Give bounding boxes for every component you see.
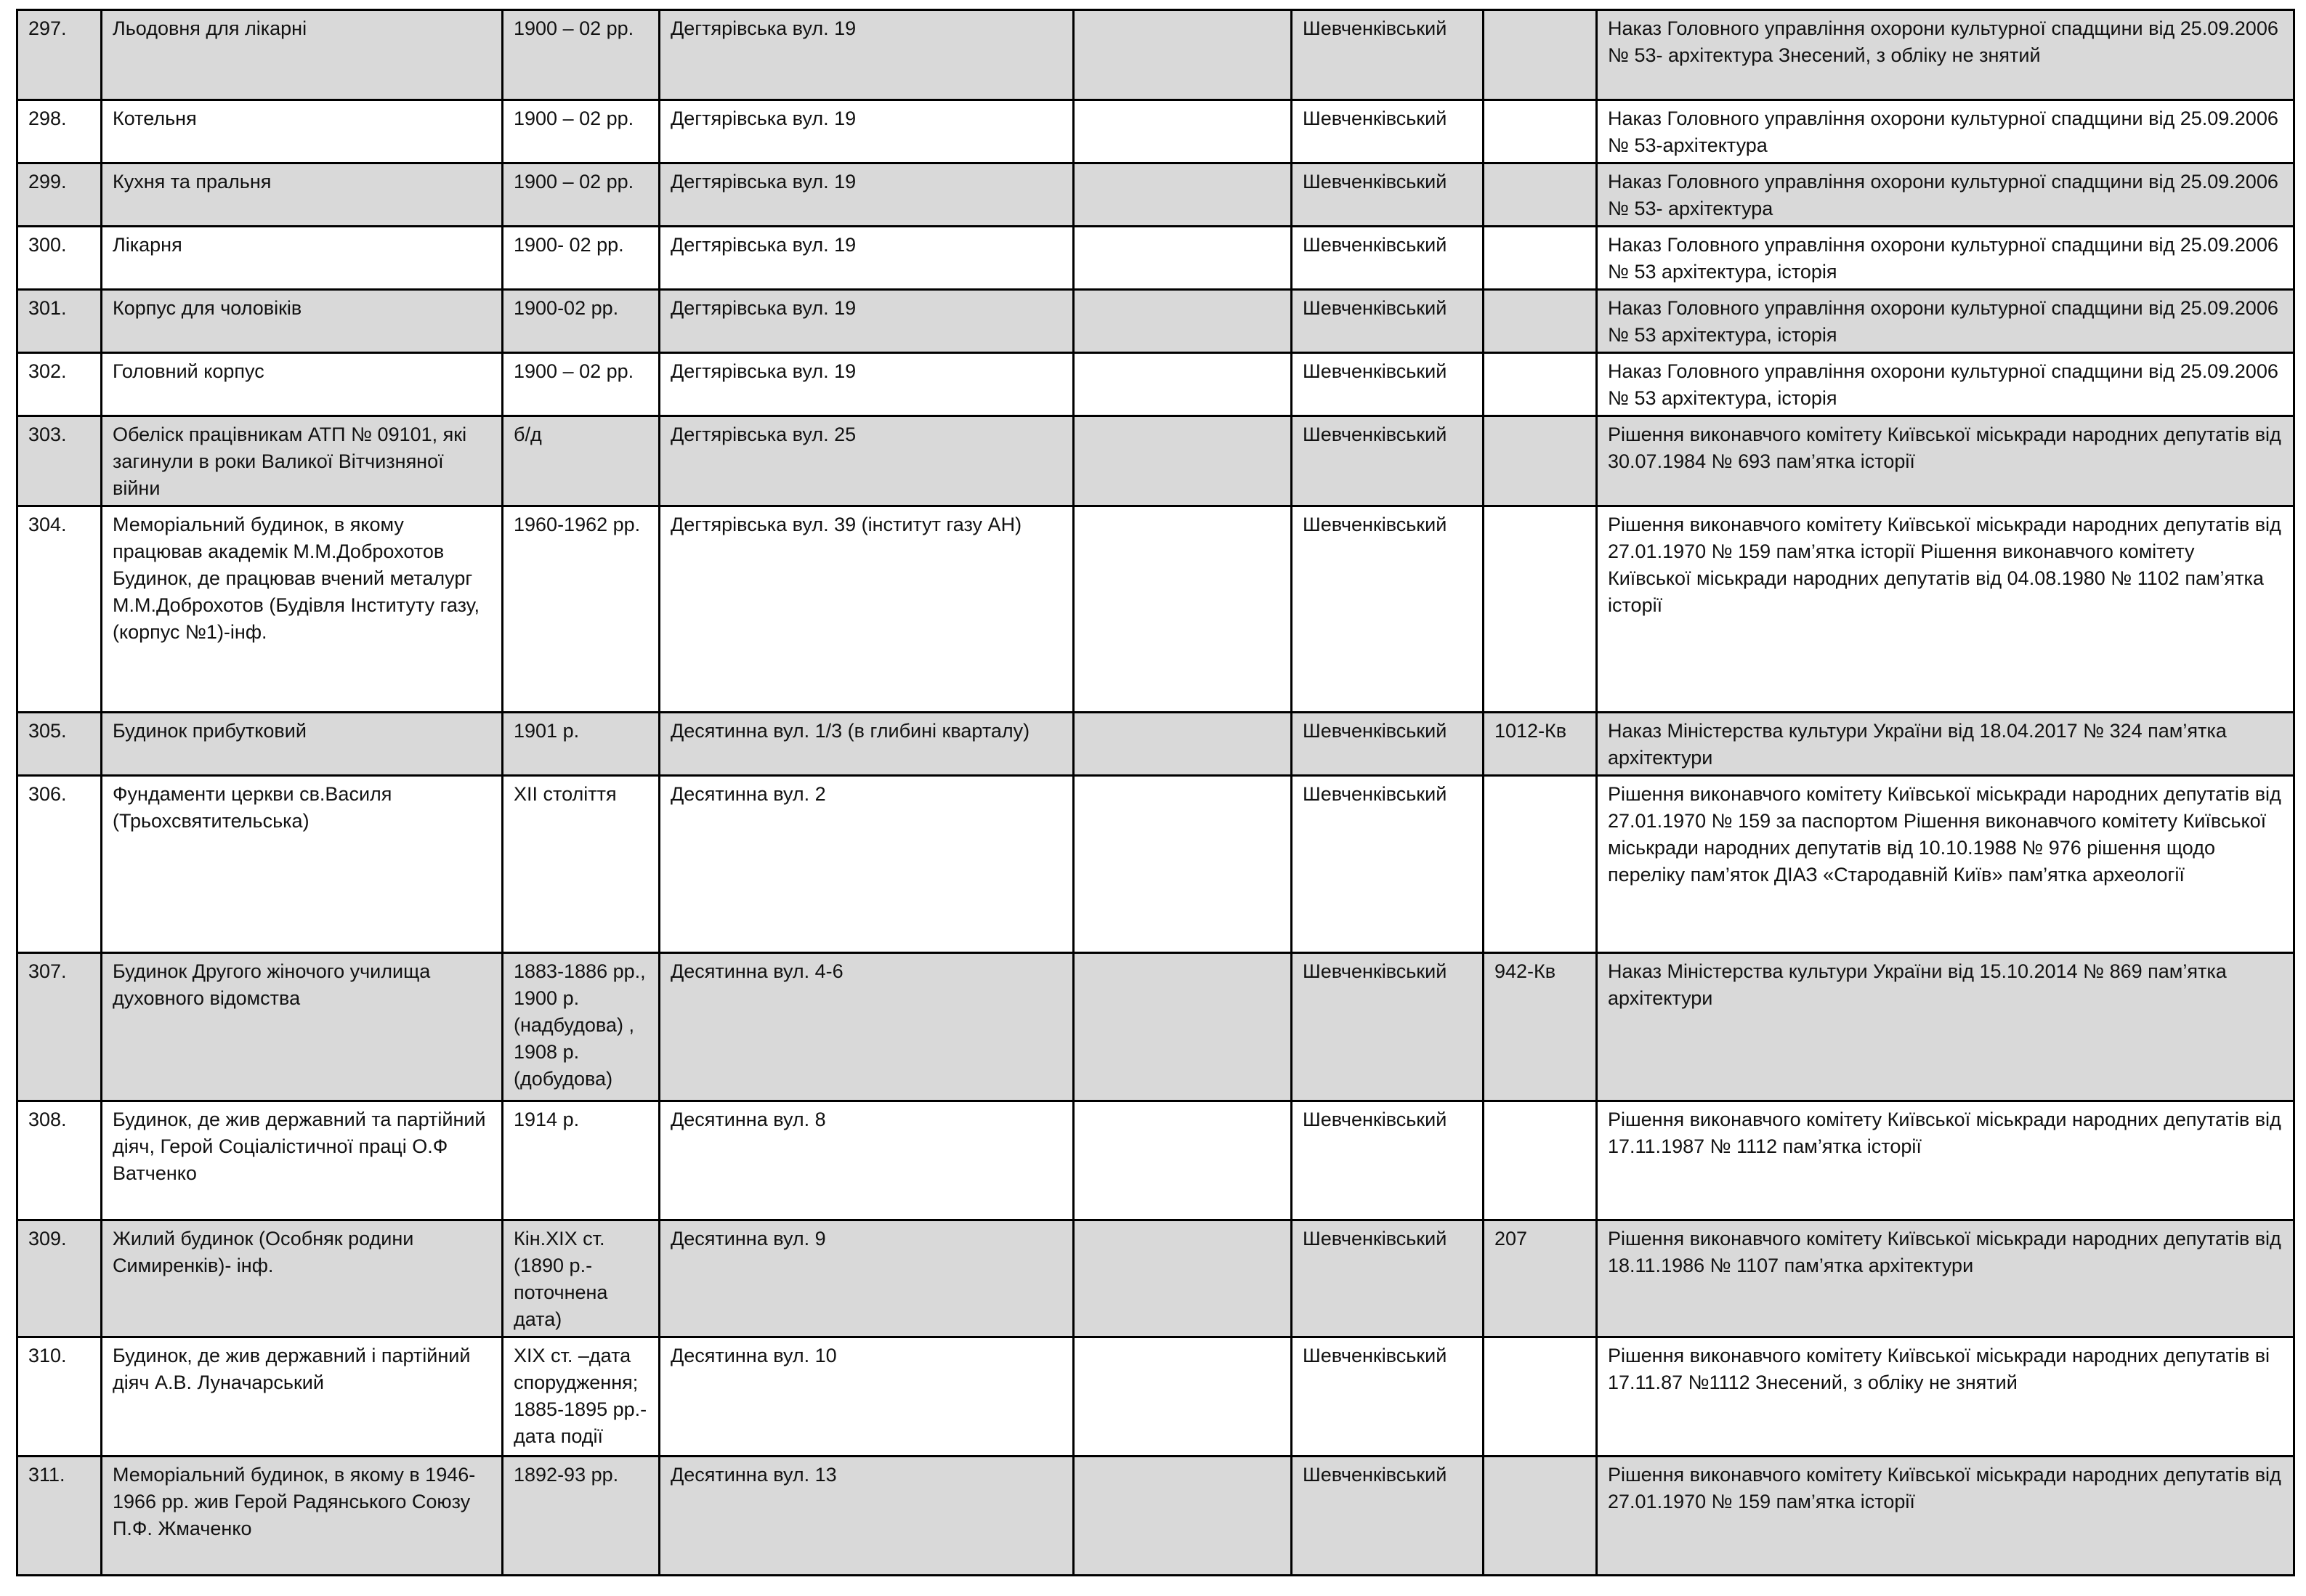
legal-document-cell: Рішення виконавчого комітету Київської міськради народних депутатів від 27.01.1970 № 159 за паспортом Рішення виконавчого комітету Київської міськради народних депутатів від 10.10.1988 № 976 рішення щодо переліку пам’яток ДІАЗ «Стародавній Київ» пам’ятка археології [1597,776,2294,953]
legal-document-cell: Рішення виконавчого комітету Київської міськради народних депутатів від 18.11.1986 № 1107 пам’ятка архітектури [1597,1220,2294,1337]
row-number-cell: 299. [17,163,102,227]
table-row [17,100,2294,163]
district-cell: Шевченківський [1292,10,1484,100]
extra-cell [1074,953,1292,1101]
date-cell: 1900 – 02 рр. [503,10,660,100]
row-number-cell: 301. [17,290,102,353]
district-cell: Шевченківський [1292,163,1484,227]
district-cell: Шевченківський [1292,776,1484,953]
district-cell: Шевченківський [1292,290,1484,353]
date-cell: 1900 – 02 рр. [503,100,660,163]
extra-cell [1074,506,1292,713]
address-cell: Дегтярівська вул. 19 [660,100,1074,163]
extra-cell [1074,353,1292,416]
legal-document-cell: Наказ Головного управління охорони культурної спадщини від 25.09.2006 № 53- архітектура [1597,163,2294,227]
registry-code-cell [1484,1337,1597,1457]
district-cell: Шевченківський [1292,713,1484,776]
legal-document-cell: Рішення виконавчого комітету Київської міськради народних депутатів від 27.01.1970 № 159 пам’ятка історії Рішення виконавчого комітету Київської міськради народних депутатів від 04.08.1980 № 1102 пам’ятка історії [1597,506,2294,713]
registry-code-cell: 207 [1484,1220,1597,1337]
table-row [17,227,2294,290]
address-cell: Дегтярівська вул. 39 (інститут газу АН) [660,506,1074,713]
row-number-cell: 308. [17,1101,102,1220]
table-row [17,10,2294,100]
district-cell: Шевченківський [1292,416,1484,506]
date-cell: XIX ст. –дата спорудження; 1885-1895 рр.- дата події [503,1337,660,1457]
table-row [17,1457,2294,1576]
district-cell: Шевченківський [1292,1337,1484,1457]
address-cell: Десятинна вул. 8 [660,1101,1074,1220]
registry-code-cell [1484,163,1597,227]
registry-code-cell: 1012-Кв [1484,713,1597,776]
table-row [17,506,2294,713]
extra-cell [1074,1220,1292,1337]
date-cell: 1883-1886 рр., 1900 р.(надбудова) , 1908 р.(добудова) [503,953,660,1101]
district-cell: Шевченківський [1292,953,1484,1101]
registry-code-cell [1484,506,1597,713]
extra-cell [1074,416,1292,506]
date-cell: 1900-02 рр. [503,290,660,353]
registry-code-cell [1484,416,1597,506]
row-number-cell: 310. [17,1337,102,1457]
table-row [17,953,2294,1101]
table-row [17,163,2294,227]
district-cell: Шевченківський [1292,506,1484,713]
date-cell: XII століття [503,776,660,953]
table-row [17,1337,2294,1457]
legal-document-cell: Наказ Головного управління охорони культурної спадщини від 25.09.2006 № 53 архітектура, історія [1597,353,2294,416]
extra-cell [1074,1457,1292,1576]
date-cell: 1901 р. [503,713,660,776]
legal-document-cell: Рішення виконавчого комітету Київської міськради народних депутатів ві 17.11.87 №1112 Знесений, з обліку не знятий [1597,1337,2294,1457]
object-name-cell: Будинок, де жив державний та партійний діяч, Герой Соціалістичної праці О.Ф Ватченко [102,1101,503,1220]
district-cell: Шевченківський [1292,1101,1484,1220]
table-row [17,776,2294,953]
legal-document-cell: Наказ Головного управління охорони культурної спадщини від 25.09.2006 № 53-архітектура [1597,100,2294,163]
row-number-cell: 309. [17,1220,102,1337]
legal-document-cell: Рішення виконавчого комітету Київської міськради народних депутатів від 17.11.1987 № 1112 пам’ятка історії [1597,1101,2294,1220]
row-number-cell: 307. [17,953,102,1101]
date-cell: 1892-93 рр. [503,1457,660,1576]
row-number-cell: 300. [17,227,102,290]
row-number-cell: 305. [17,713,102,776]
date-cell: 1914 р. [503,1101,660,1220]
legal-document-cell: Наказ Головного управління охорони культурної спадщини від 25.09.2006 № 53 архітектура, історія [1597,290,2294,353]
address-cell: Десятинна вул. 1/3 (в глибині кварталу) [660,713,1074,776]
table-row [17,1220,2294,1337]
object-name-cell: Льодовня для лікарні [102,10,503,100]
registry-code-cell [1484,227,1597,290]
address-cell: Дегтярівська вул. 25 [660,416,1074,506]
extra-cell [1074,290,1292,353]
extra-cell [1074,713,1292,776]
registry-code-cell [1484,776,1597,953]
object-name-cell: Жилий будинок (Особняк родини Симиренків)- інф. [102,1220,503,1337]
extra-cell [1074,1337,1292,1457]
monuments-table [16,9,2295,1576]
address-cell: Десятинна вул. 10 [660,1337,1074,1457]
registry-code-cell [1484,1101,1597,1220]
legal-document-cell: Наказ Головного управління охорони культурної спадщини від 25.09.2006 № 53- архітектура Знесений, з обліку не знятий [1597,10,2294,100]
registry-code-cell [1484,100,1597,163]
row-number-cell: 311. [17,1457,102,1576]
registry-code-cell [1484,290,1597,353]
address-cell: Дегтярівська вул. 19 [660,353,1074,416]
row-number-cell: 304. [17,506,102,713]
registry-code-cell [1484,353,1597,416]
object-name-cell: Корпус для чоловіків [102,290,503,353]
object-name-cell: Будинок, де жив державний і партійний діяч А.В. Луначарський [102,1337,503,1457]
monuments-table-container [16,9,2293,1576]
date-cell: 1900 – 02 рр. [503,163,660,227]
address-cell: Дегтярівська вул. 19 [660,227,1074,290]
extra-cell [1074,10,1292,100]
extra-cell [1074,1101,1292,1220]
object-name-cell: Головний корпус [102,353,503,416]
date-cell: 1900- 02 рр. [503,227,660,290]
table-row [17,713,2294,776]
table-row [17,1101,2294,1220]
legal-document-cell: Наказ Міністерства культури України від 18.04.2017 № 324 пам’ятка архітектури [1597,713,2294,776]
date-cell: 1900 – 02 рр. [503,353,660,416]
object-name-cell: Будинок Другого жіночого училища духовного відомства [102,953,503,1101]
object-name-cell: Фундаменти церкви св.Василя (Трьохсвятительська) [102,776,503,953]
object-name-cell: Обеліск працівникам АТП № 09101, які загинули в роки Валикої Вітчизняної війни [102,416,503,506]
extra-cell [1074,776,1292,953]
address-cell: Десятинна вул. 2 [660,776,1074,953]
object-name-cell: Будинок прибутковий [102,713,503,776]
district-cell: Шевченківський [1292,227,1484,290]
row-number-cell: 298. [17,100,102,163]
address-cell: Дегтярівська вул. 19 [660,290,1074,353]
table-row [17,416,2294,506]
district-cell: Шевченківський [1292,100,1484,163]
row-number-cell: 306. [17,776,102,953]
address-cell: Десятинна вул. 13 [660,1457,1074,1576]
date-cell: б/д [503,416,660,506]
object-name-cell: Меморіальний будинок, в якому в 1946-1966 рр. жив Герой Радянського Союзу П.Ф. Жмаченко [102,1457,503,1576]
extra-cell [1074,100,1292,163]
address-cell: Десятинна вул. 9 [660,1220,1074,1337]
address-cell: Дегтярівська вул. 19 [660,10,1074,100]
date-cell: 1960-1962 рр. [503,506,660,713]
extra-cell [1074,163,1292,227]
row-number-cell: 297. [17,10,102,100]
object-name-cell: Лікарня [102,227,503,290]
row-number-cell: 303. [17,416,102,506]
object-name-cell: Котельня [102,100,503,163]
table-row [17,353,2294,416]
address-cell: Десятинна вул. 4-6 [660,953,1074,1101]
registry-code-cell: 942-Кв [1484,953,1597,1101]
address-cell: Дегтярівська вул. 19 [660,163,1074,227]
object-name-cell: Кухня та пральня [102,163,503,227]
row-number-cell: 302. [17,353,102,416]
registry-code-cell [1484,10,1597,100]
date-cell: Кін.XIX ст. (1890 р.- поточнена дата) [503,1220,660,1337]
object-name-cell: Меморіальний будинок, в якому працював академік М.М.Доброхотов Будинок, де працював вчений металург М.М.Доброхотов (Будівля Інституту газу,(корпус №1)-інф. [102,506,503,713]
legal-document-cell: Наказ Головного управління охорони культурної спадщини від 25.09.2006 № 53 архітектура, історія [1597,227,2294,290]
legal-document-cell: Наказ Міністерства культури України від 15.10.2014 № 869 пам’ятка архітектури [1597,953,2294,1101]
district-cell: Шевченківський [1292,353,1484,416]
extra-cell [1074,227,1292,290]
legal-document-cell: Рішення виконавчого комітету Київської міськради народних депутатів від 27.01.1970 № 159 пам’ятка історії [1597,1457,2294,1576]
table-row [17,290,2294,353]
district-cell: Шевченківський [1292,1457,1484,1576]
district-cell: Шевченківський [1292,1220,1484,1337]
legal-document-cell: Рішення виконавчого комітету Київської міськради народних депутатів від 30.07.1984 № 693 пам’ятка історії [1597,416,2294,506]
registry-code-cell [1484,1457,1597,1576]
